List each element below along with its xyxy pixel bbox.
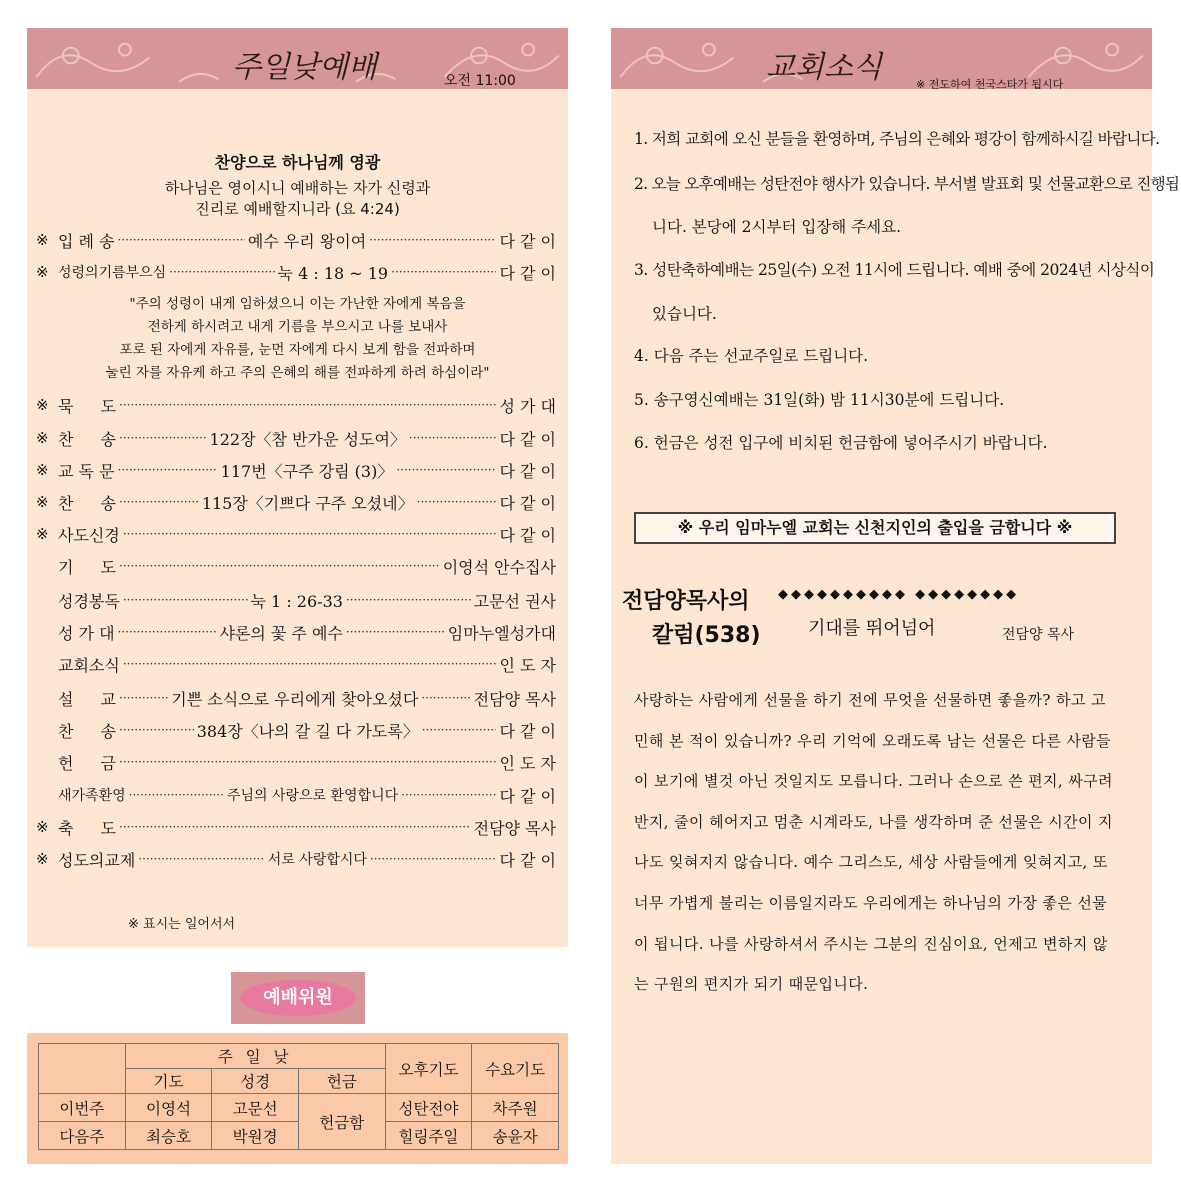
cell-wednesday: 송윤자 xyxy=(472,1122,559,1150)
scripture-line: 눌린 자를 자유케 하고 주의 은혜의 해를 전파하게 하려 하심이라" xyxy=(105,365,490,381)
news-item: 2. 오늘 오후예배는 성탄전야 행사가 있습니다. 부서별 발표회 및 선물교환으로 진행됩 xyxy=(634,175,1180,193)
order-row: ※ 사도신경 ····· 다 같 이 xyxy=(36,522,556,546)
header-prayer: 기도 xyxy=(125,1069,212,1094)
header-sunday: 주 일 낮 xyxy=(125,1044,385,1069)
cell-prayer: 최승호 xyxy=(125,1122,212,1150)
order-row: 헌 금 ····· 인 도 자 xyxy=(36,750,556,774)
worship-banner xyxy=(27,28,568,89)
news-item: 6. 헌금은 성전 입구에 비치된 헌금함에 넣어주시기 바랍니다. xyxy=(634,434,1048,452)
cell-afternoon: 힐링주일 xyxy=(385,1122,472,1150)
column-line: 나도 잊혀지지 않습니다. 예수 그리스도, 세상 사람들에게 잊혀지고, 또 xyxy=(634,853,1108,872)
order-leader: 다 같 이 xyxy=(499,231,556,251)
banner-title: 교회소식 xyxy=(766,50,882,85)
news-item: 4. 다음 주는 선교주일로 드립니다. xyxy=(634,347,869,365)
order-label: 성령의기름부으심 xyxy=(58,265,167,281)
banner-title: 주일낮예배 xyxy=(232,50,377,85)
row-label: 다음주 xyxy=(39,1122,126,1150)
order-row: ※ 축 도 ····· 전담양 목사 xyxy=(36,815,556,839)
scripture-line: "주의 성령이 내게 임하셨으니 이는 가난한 자에게 복음을 xyxy=(129,296,466,312)
order-row: ※ 교 독 문 ····· 117번〈구주 강림 (3)〉 ····· 다 같 이 xyxy=(36,458,556,482)
order-row: 설 교 ····· 기쁜 소식으로 우리에게 찾아오셨다 ····· 전담양 목사 xyxy=(36,686,556,710)
cell-offering: 헌금함 xyxy=(298,1094,385,1150)
order-row: 찬 송 ····· 384장〈나의 갈 길 다 가도록〉 ····· 다 같 이 xyxy=(36,718,556,742)
verse-line: 하나님은 영이시니 예배하는 자가 신령과 xyxy=(164,179,431,197)
page-heading: 찬양으로 하나님께 영광 xyxy=(214,153,381,172)
order-row: 성 가 대 ····· 샤론의 꽃 주 예수 ····· 임마누엘성가대 xyxy=(36,620,556,644)
order-row xyxy=(36,228,556,252)
column-number: 칼럼(538) xyxy=(652,623,761,648)
column-line: 민해 본 적이 있습니까? 우리 기억에 오래도록 남는 선물은 다른 사람들 xyxy=(634,731,1112,750)
header-scripture: 성경 xyxy=(212,1069,299,1094)
column-line: 반지, 줄이 헤어지고 멈춘 시계라도, 나를 생각하며 준 선물은 시간이 지 xyxy=(634,812,1113,831)
order-row: ※ 찬 송 ····· 115장〈기쁘다 구주 오셨네〉 ····· 다 같 이 xyxy=(36,490,556,514)
order-label: 입 례 송 xyxy=(58,231,115,251)
column-author: 전담양 목사 xyxy=(1002,627,1075,643)
column-line: 는 구원의 편지가 되기 때문입니다. xyxy=(634,975,869,994)
order-row: 새가족환영 ····· 주님의 사랑으로 환영합니다 ····· 다 같 이 xyxy=(36,783,556,807)
diamond-divider: ◆◆◆◆◆◆◆◆◆◆ ◆◆◆◆◆◆◆◆ xyxy=(778,587,1020,602)
scripture-line: 포로 된 자에게 자유를, 눈먼 자에게 다시 보게 함을 전파하며 xyxy=(119,342,476,358)
column-title: 전담양목사의 xyxy=(622,589,750,614)
order-item: 예수 우리 왕이여 xyxy=(247,231,367,251)
warning-notice: ※ 우리 임마누엘 교회는 신천지인의 출입을 금합니다 ※ xyxy=(634,512,1116,544)
cell-afternoon: 성탄전야 xyxy=(385,1094,472,1122)
cell-scripture: 고문선 xyxy=(212,1094,299,1122)
header-offering: 헌금 xyxy=(298,1069,385,1094)
column-line: 너무 가볍게 불리는 이름일지라도 우리에게는 하나님의 가장 좋은 선물 xyxy=(634,893,1108,912)
order-row: 성경봉독 ····· 눅 1 : 26-33 ····· 고문선 권사 xyxy=(36,588,556,612)
header-wednesday: 수요기도 xyxy=(472,1044,559,1094)
row-label: 이번주 xyxy=(39,1094,126,1122)
order-row: ※ 찬 송 ····· 122장〈참 반가운 성도여〉 ····· 다 같 이 xyxy=(36,426,556,450)
order-row: 교회소식 ····· 인 도 자 xyxy=(36,652,556,676)
order-item: 눅 4 : 18 ~ 19 xyxy=(277,263,389,283)
footnote: ※ 표시는 일어서서 xyxy=(128,917,236,932)
order-row: 기 도 ····· 이영석 안수집사 xyxy=(36,554,556,578)
scripture-line: 전하게 하시려고 내게 기름을 부으시고 나를 보내사 xyxy=(147,319,448,335)
service-time: 오전 11:00 xyxy=(444,73,516,89)
cell-scripture: 박원경 xyxy=(212,1122,299,1150)
news-item: 3. 성탄축하예배는 25일(수) 오전 11시에 드립니다. 예배 중에 2024년 시상식이 xyxy=(634,261,1155,279)
committee-label: 예배위원 xyxy=(240,980,356,1016)
banner-subtitle: ※ 전도하여 천국스타가 됩시다 xyxy=(916,78,1064,89)
column-heading: 기대를 뛰어넘어 xyxy=(808,618,936,639)
order-row: ※ 묵 도 ····· 성 가 대 xyxy=(36,393,556,417)
header-afternoon: 오후기도 xyxy=(385,1044,472,1094)
news-item: 니다. 본당에 2시부터 입장해 주세요. xyxy=(652,218,902,236)
standing-mark: ※ xyxy=(36,263,49,281)
news-item: 1. 저희 교회에 오신 분들을 환영하며, 주님의 은혜와 평강이 함께하시길 바랍니다. xyxy=(634,130,1160,148)
order-row: ※ 성도의교제 ····· 서로 사랑합시다 ····· 다 같 이 xyxy=(36,847,556,871)
committee-table xyxy=(38,1043,559,1150)
order-leader: 다 같 이 xyxy=(499,263,556,283)
verse-line: 진리로 예배할지니라 (요 4:24) xyxy=(195,200,400,218)
standing-mark: ※ xyxy=(36,231,49,249)
news-banner xyxy=(611,28,1152,89)
order-row xyxy=(36,260,556,284)
column-line: 이 보기에 별것 아닌 것일지도 모릅니다. 그러나 손으로 쓴 편지, 싸구려 xyxy=(634,772,1113,791)
news-item: 있습니다. xyxy=(652,305,717,323)
cell-prayer: 이영석 xyxy=(125,1094,212,1122)
cell-wednesday: 차주원 xyxy=(472,1094,559,1122)
column-body xyxy=(634,680,1120,1005)
column-line: 사랑하는 사람에게 선물을 하기 전에 무엇을 선물하면 좋을까? 하고 고 xyxy=(634,691,1106,709)
column-line: 이 됩니다. 나를 사랑하셔서 주시는 그분의 진심이요, 언제고 변하지 않 xyxy=(634,934,1108,953)
news-item: 5. 송구영신예배는 31일(화) 밤 11시30분에 드립니다. xyxy=(634,391,1005,409)
